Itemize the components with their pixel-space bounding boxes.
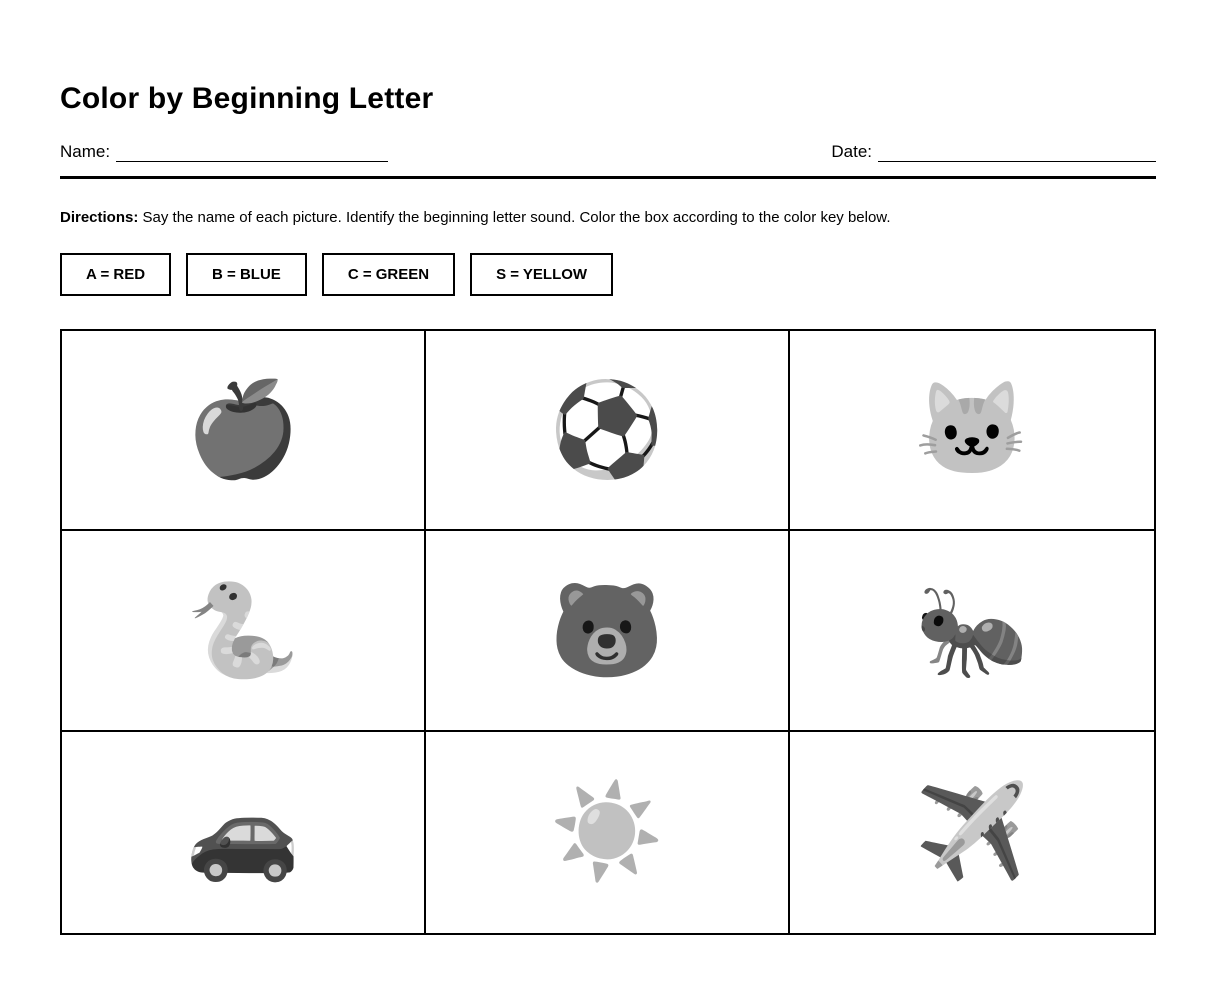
soccer-ball-icon: ⚽ [549,379,665,482]
grid-cell-car [62,732,426,933]
worksheet-content [60,0,1156,935]
grid-cell-snake [62,531,426,732]
name-date-row [60,142,1156,162]
date-field-group [831,142,1156,162]
name-blank-line [116,142,388,162]
grid-cell-sun [426,732,790,933]
grid-cell-cat [790,331,1154,532]
color-key-c-green: C = GREEN [322,253,455,296]
grid-cell-soccer-ball [426,331,790,532]
ant-icon: 🐜 [914,579,1030,682]
bear-icon: 🐻 [549,579,665,682]
page-title: Color by Beginning Letter [60,82,434,115]
date-label: Date: [831,142,872,161]
color-key-row [60,253,1156,296]
sun-icon: ☀️ [549,781,665,884]
grid-cell-apple [62,331,426,532]
name-field-group [60,142,388,162]
snake-icon: 🐍 [185,579,301,682]
color-key-a-red: A = RED [60,253,171,296]
grid-cell-airplane [790,732,1154,933]
color-key-b-blue: B = BLUE [186,253,307,296]
apple-icon: 🍎 [185,379,301,482]
directions-text [60,209,1156,228]
car-icon: 🚗 [185,781,301,884]
date-blank-line [878,142,1156,162]
picture-grid [60,329,1156,935]
directions-body: Say the name of each picture. Identify the beginning letter sound. Color the box according to the color key below. [138,209,891,226]
cat-icon: 🐱 [914,379,1030,482]
grid-cell-bear [426,531,790,732]
airplane-icon: ✈️ [914,781,1030,884]
color-key-s-yellow: S = YELLOW [470,253,613,296]
grid-cell-ant [790,531,1154,732]
name-label: Name: [60,142,111,161]
header-divider [60,176,1156,179]
directions-label: Directions: [60,209,139,226]
